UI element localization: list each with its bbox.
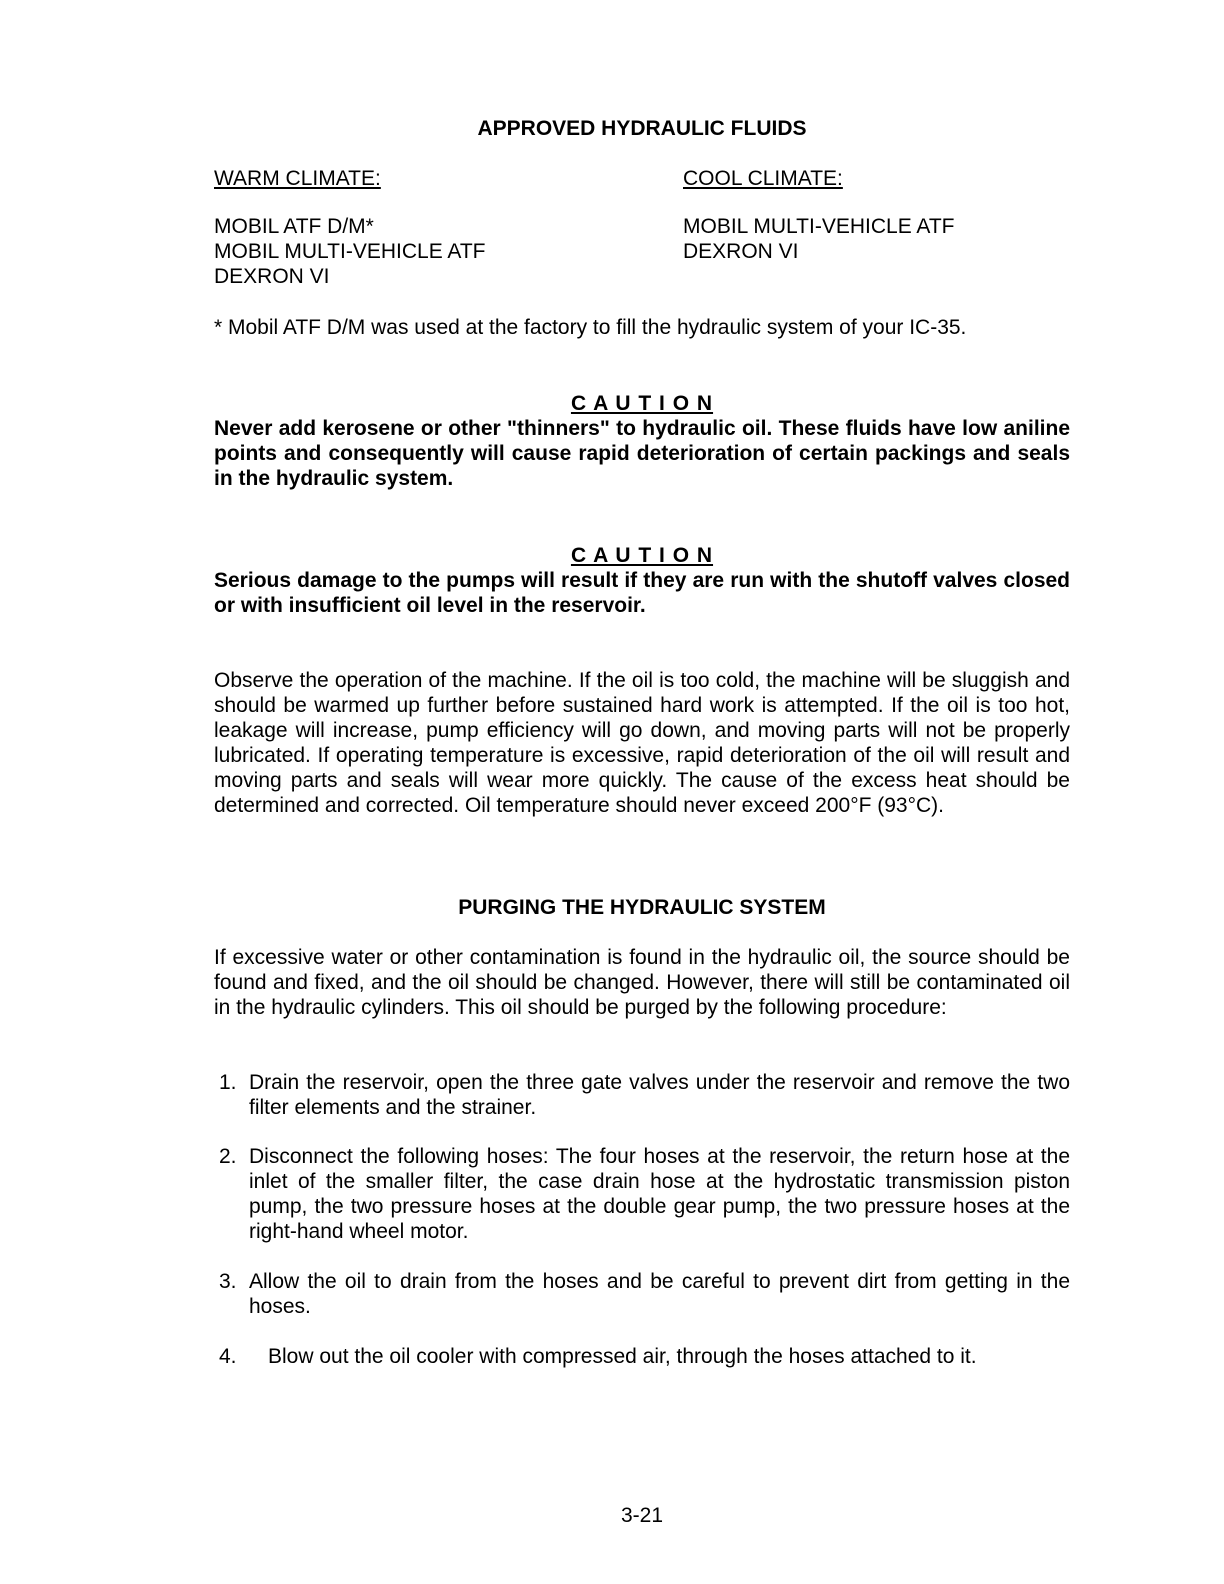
step-number: 1. — [219, 1071, 237, 1094]
step-number: 4. — [219, 1345, 237, 1368]
step-text: Drain the reservoir, open the three gate valves under the reservoir and remove the two filter elements and the strainer. — [249, 1071, 1070, 1119]
procedure-step — [219, 1269, 1070, 1319]
step-text: Blow out the oil cooler with compressed air, through the hoses attached to it. — [268, 1345, 977, 1368]
warm-fluid-item: DEXRON VI — [214, 265, 330, 288]
caution-title: C A U T I O N — [570, 544, 714, 567]
procedure-step — [219, 1070, 1070, 1120]
caution-title: C A U T I O N — [570, 392, 714, 415]
caution-thinners-text: Never add kerosene or other "thinners" to hydraulic oil. These fluids have low aniline points and consequently will cause rapid deterioration of certain packings and seals in the hydraulic system. — [214, 417, 1070, 490]
warm-climate-header: WARM CLIMATE: — [214, 167, 381, 190]
cool-climate-list — [683, 214, 954, 264]
procedure-step — [219, 1344, 1070, 1369]
step-number: 2. — [219, 1145, 237, 1168]
warm-fluid-item: MOBIL ATF D/M* — [214, 215, 374, 238]
purging-section-title: PURGING THE HYDRAULIC SYSTEM — [458, 896, 826, 919]
warm-climate-list — [214, 214, 485, 289]
caution-pumps-text: Serious damage to the pumps will result if they are run with the shutoff valves closed or with insufficient oil level in the reservoir. — [214, 569, 1070, 617]
purging-intro-paragraph: If excessive water or other contamination is found in the hydraulic oil, the source should be found and fixed, and the oil should be changed. However, there will still be contaminated oil in the hydraulic cylinders. This oil should be purged by the following procedure: — [214, 946, 1070, 1019]
factory-fluid-note: * Mobil ATF D/M was used at the factory to fill the hydraulic system of your IC-35. — [214, 316, 967, 339]
step-text: Disconnect the following hoses: The four hoses at the reservoir, the return hose at the inlet of the smaller filter, the case drain hose at the hydrostatic transmission piston pump, the two pressure hoses at the double gear pump, the two pressure hoses at the right-hand wheel motor. — [249, 1145, 1070, 1243]
procedure-step — [219, 1144, 1070, 1244]
cool-fluid-item: MOBIL MULTI-VEHICLE ATF — [683, 215, 955, 238]
step-number: 3. — [219, 1270, 237, 1293]
cool-fluid-item: DEXRON VI — [683, 240, 799, 263]
page-number: 3-21 — [620, 1504, 664, 1527]
warm-fluid-item: MOBIL MULTI-VEHICLE ATF — [214, 240, 486, 263]
page-title: APPROVED HYDRAULIC FLUIDS — [477, 117, 807, 140]
observe-operation-paragraph: Observe the operation of the machine. If the oil is too cold, the machine will be sluggish and should be warmed up further before sustained hard work is attempted. If the oil is too hot, leakage will increase, pump efficiency will go down, and moving parts will not be properly lubricated. If operating temperature is excessive, rapid deterioration of the oil will result and moving parts and seals will wear more quickly. The cause of the excess heat should be determined and corrected. Oil temperature should never exceed 200°F (93°C). — [214, 669, 1070, 817]
cool-climate-header: COOL CLIMATE: — [683, 167, 843, 190]
step-text: Allow the oil to drain from the hoses and be careful to prevent dirt from getting in the hoses. — [249, 1270, 1070, 1318]
